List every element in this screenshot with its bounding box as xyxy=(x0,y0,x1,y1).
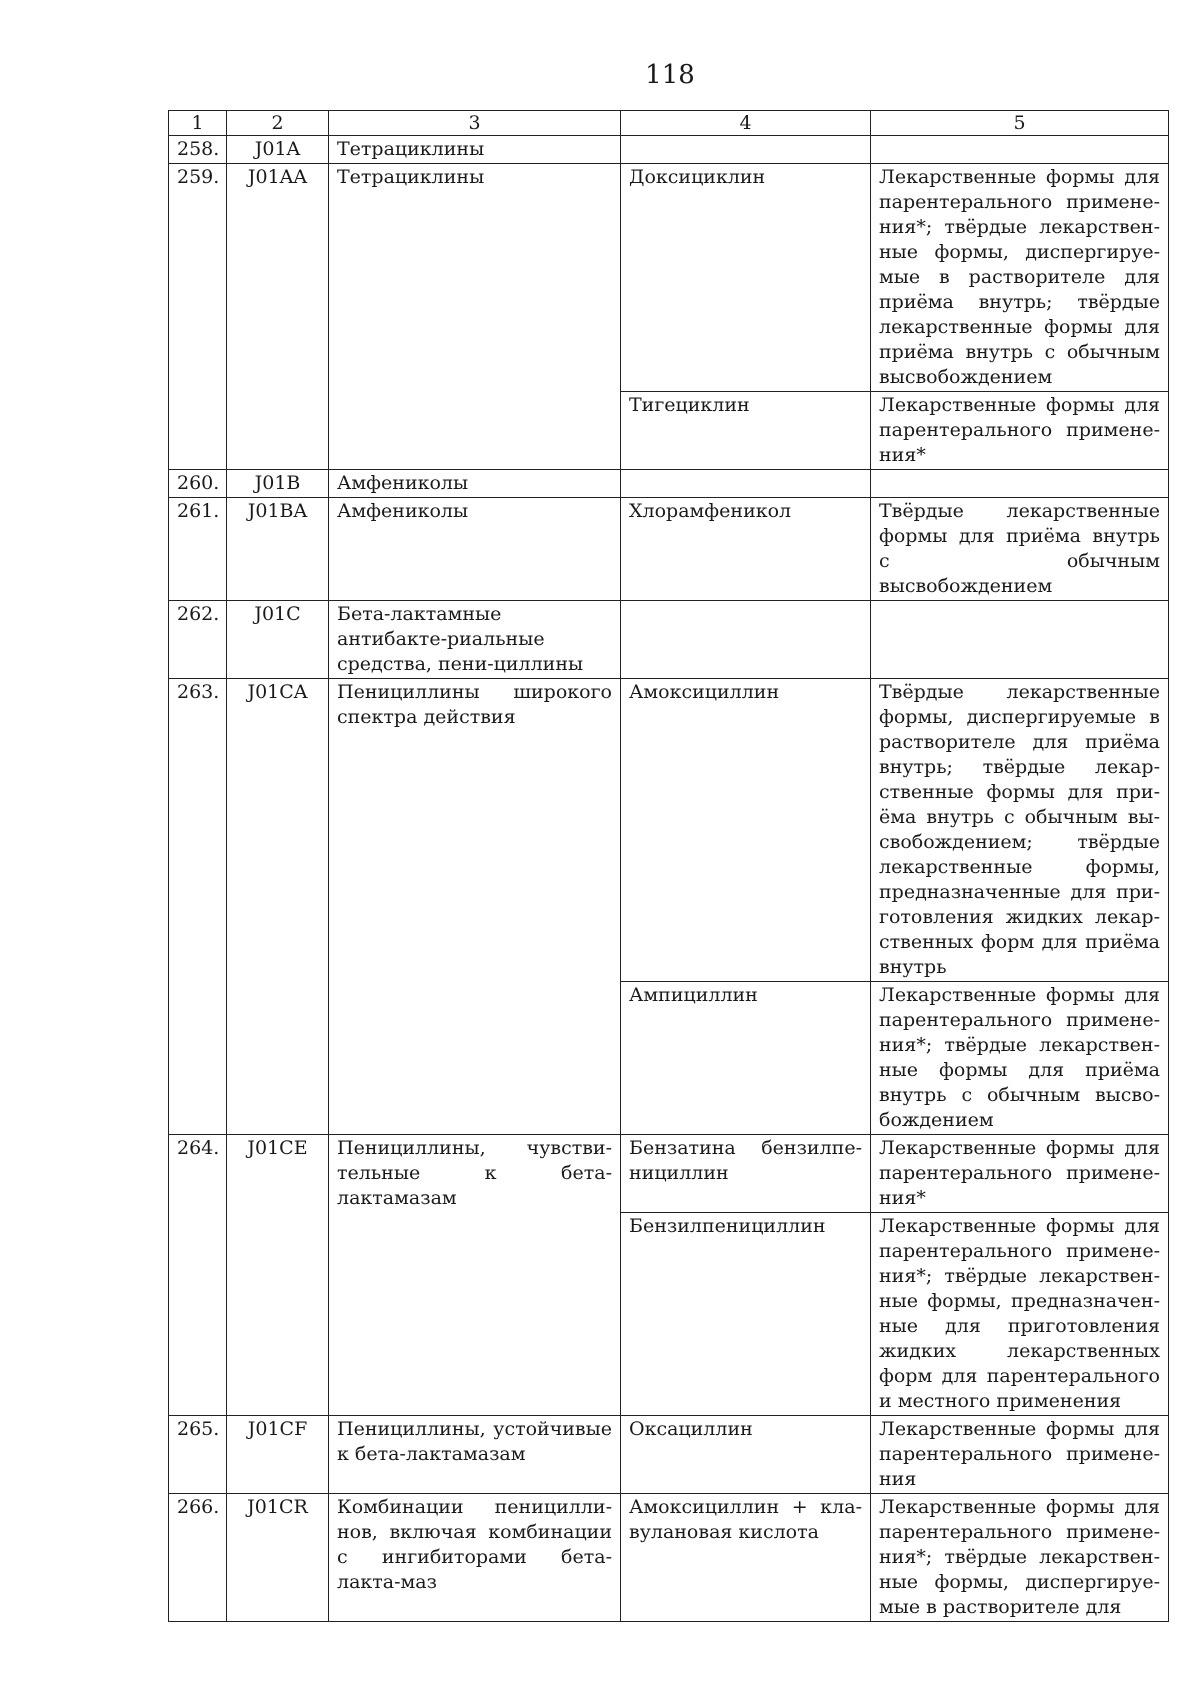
table-row xyxy=(169,136,1169,164)
drug-name-empty xyxy=(621,136,871,164)
atc-group-name: Пенициллины, чувстви-тельные к бета-лактамазам xyxy=(329,1135,621,1416)
dosage-form: Лекарственные формы для парентерального примене-ния* xyxy=(871,392,1169,470)
row-number: 266. xyxy=(169,1494,227,1622)
dosage-form-empty xyxy=(871,601,1169,679)
atc-group-name: Амфениколы xyxy=(329,470,621,498)
dosage-form: Лекарственные формы для парентерального примене-ния*; твёрдые лекарствен-ные формы, предназначен-ные для приготовления жидких лекарственных форм для парентерального и местного применения xyxy=(871,1213,1169,1416)
row-number: 259. xyxy=(169,164,227,470)
column-header: 4 xyxy=(621,111,871,136)
table-row xyxy=(169,1416,1169,1494)
drug-name: Бензатина бензилпе-нициллин xyxy=(621,1135,871,1213)
column-header: 1 xyxy=(169,111,227,136)
table-row xyxy=(169,164,1169,392)
column-header: 5 xyxy=(871,111,1169,136)
page-number: 118 xyxy=(645,60,695,90)
atc-group-name: Тетрациклины xyxy=(329,164,621,470)
row-number: 263. xyxy=(169,679,227,1135)
column-header: 2 xyxy=(227,111,329,136)
dosage-form-empty xyxy=(871,470,1169,498)
atc-code: J01BA xyxy=(227,498,329,601)
dosage-form: Твёрдые лекарственные формы для приёма внутрь с обычным высвобождением xyxy=(871,498,1169,601)
atc-group-name: Комбинации пеницилли-нов, включая комбинации с ингибиторами бета-лакта-маз xyxy=(329,1494,621,1622)
atc-code: J01B xyxy=(227,470,329,498)
dosage-form: Лекарственные формы для парентерального примене-ния*; твёрдые лекарствен-ные формы, диспергируе-мые в растворителе для приёма внутрь; твёрдые лекарственные формы для приёма внутрь с обычным высвобождением xyxy=(871,164,1169,392)
dosage-form: Лекарственные формы для парентерального примене-ния xyxy=(871,1416,1169,1494)
drug-name: Амоксициллин + кла-вулановая кислота xyxy=(621,1494,871,1622)
atc-code: J01A xyxy=(227,136,329,164)
atc-code: J01CE xyxy=(227,1135,329,1416)
drug-name: Хлорамфеникол xyxy=(621,498,871,601)
drug-name: Бензилпенициллин xyxy=(621,1213,871,1416)
drug-name-empty xyxy=(621,470,871,498)
drug-name: Оксациллин xyxy=(621,1416,871,1494)
dosage-form: Лекарственные формы для парентерального примене-ния*; твёрдые лекарствен-ные формы, диспергируе-мые в растворителе для xyxy=(871,1494,1169,1622)
drug-name: Амоксициллин xyxy=(621,679,871,982)
atc-code: J01C xyxy=(227,601,329,679)
dosage-form-empty xyxy=(871,136,1169,164)
dosage-form: Твёрдые лекарственные формы, диспергируемые в растворителе для приёма внутрь; твёрдые лекар-ственные формы для при-ёма внутрь с обычным вы-свобождением; твёрдые лекарственные формы, предназначенные для при-готовления жидких лекар-ственных форм для приёма внутрь xyxy=(871,679,1169,982)
atc-group-name: Тетрациклины xyxy=(329,136,621,164)
drug-name: Ампициллин xyxy=(621,982,871,1135)
dosage-form: Лекарственные формы для парентерального примене-ния*; твёрдые лекарствен-ные формы для приёма внутрь с обычным высво-бождением xyxy=(871,982,1169,1135)
row-number: 261. xyxy=(169,498,227,601)
row-number: 260. xyxy=(169,470,227,498)
row-number: 264. xyxy=(169,1135,227,1416)
dosage-form: Лекарственные формы для парентерального примене-ния* xyxy=(871,1135,1169,1213)
atc-code: J01CA xyxy=(227,679,329,1135)
table-row xyxy=(169,601,1169,679)
table-row xyxy=(169,1494,1169,1622)
atc-group-name: Бета-лактамные антибакте-риальные средства, пени-циллины xyxy=(329,601,621,679)
atc-group-name: Амфениколы xyxy=(329,498,621,601)
table-row xyxy=(169,470,1169,498)
table-row xyxy=(169,498,1169,601)
atc-group-name: Пенициллины, устойчивые к бета-лактамазам xyxy=(329,1416,621,1494)
row-number: 258. xyxy=(169,136,227,164)
drug-name-empty xyxy=(621,601,871,679)
table-header-row xyxy=(169,111,1169,136)
drug-name: Доксициклин xyxy=(621,164,871,392)
row-number: 262. xyxy=(169,601,227,679)
drug-list-table xyxy=(168,110,1169,1622)
row-number: 265. xyxy=(169,1416,227,1494)
column-header: 3 xyxy=(329,111,621,136)
table-row xyxy=(169,1135,1169,1213)
atc-group-name: Пенициллины широкого спектра действия xyxy=(329,679,621,1135)
atc-code: J01CF xyxy=(227,1416,329,1494)
table-row xyxy=(169,679,1169,982)
atc-code: J01AA xyxy=(227,164,329,470)
atc-code: J01CR xyxy=(227,1494,329,1622)
drug-name: Тигециклин xyxy=(621,392,871,470)
